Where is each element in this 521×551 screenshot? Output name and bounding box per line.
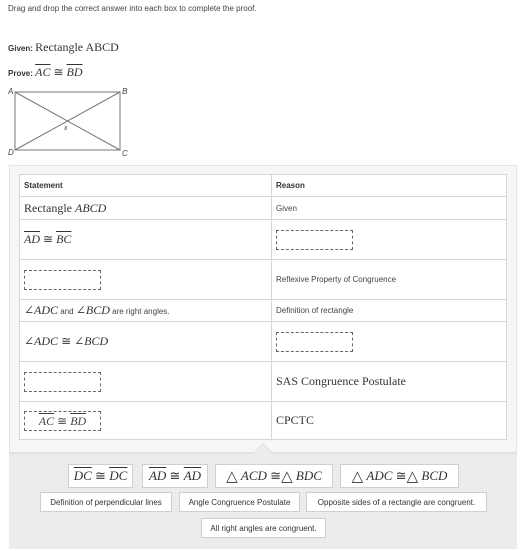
statement-drop-box[interactable] <box>24 372 101 392</box>
congruent-symbol: ≅ <box>43 232 54 246</box>
segment-ad: $\overline{AD}$ <box>148 468 167 483</box>
right-angles-text: are right angles. <box>109 307 170 316</box>
segment-ad: $\overline{AD}$ <box>24 232 40 246</box>
filled-drop-box[interactable] <box>24 411 101 431</box>
reason-text: CPCTC <box>276 413 315 427</box>
reason-cell: Definition of rectangle <box>272 300 507 322</box>
proof-table <box>19 174 507 440</box>
prove-expression <box>35 65 82 79</box>
segment-ac: $\overline{AC}$ <box>35 65 51 79</box>
segment-dc: $\overline{DC}$ <box>73 468 92 483</box>
vertex-c-label: C <box>122 149 128 158</box>
answer-tile-angle-congruence[interactable]: Angle Congruence Postulate <box>179 492 300 512</box>
table-row <box>20 322 507 362</box>
given-label: Given: <box>8 44 33 53</box>
reason-text: SAS Congruence Postulate <box>276 374 406 388</box>
reason-drop-box[interactable] <box>276 230 353 250</box>
answer-tile-adc-bcd[interactable] <box>340 464 459 488</box>
statement-text <box>24 201 106 215</box>
triangle-icon: △ <box>226 468 238 485</box>
triangle-icon: △ <box>281 468 293 485</box>
rectangle-figure <box>4 84 134 160</box>
segment-ad: $\overline{AD}$ <box>183 468 202 483</box>
congruent-symbol: ≅ <box>95 468 106 483</box>
answer-tile-right-angles[interactable]: All right angles are congruent. <box>201 518 326 538</box>
reason-cell <box>272 402 507 440</box>
congruent-symbol: ≅ <box>395 468 407 483</box>
statement-cell <box>20 260 272 300</box>
congruent-symbol: ≅ <box>61 334 72 348</box>
given-expression: Rectangle ABCD <box>35 40 119 54</box>
instructions: Drag and drop the correct answer into each box to complete the proof. <box>8 4 257 13</box>
given-line <box>8 40 119 55</box>
vertex-b-label: B <box>122 87 128 96</box>
reason-cell: Given <box>272 197 507 220</box>
segment-dc: $\overline{DC}$ <box>109 468 128 483</box>
angle-adc: ∠ADC <box>24 334 59 348</box>
answer-tile-dc-dc[interactable] <box>68 464 133 488</box>
prove-line <box>8 65 83 80</box>
triangle-icon: △ <box>406 468 419 485</box>
statement-drop-box[interactable] <box>24 270 101 290</box>
congruent-symbol: ≅ <box>270 468 282 483</box>
statement-cell <box>20 322 272 362</box>
segment-bd: $\overline{BD}$ <box>70 413 87 428</box>
rectangle-diagram <box>4 84 134 160</box>
congruent-symbol: ≅ <box>57 413 68 428</box>
congruent-symbol: ≅ <box>53 65 64 79</box>
table-row <box>20 260 507 300</box>
answer-tile-ad-ad[interactable] <box>142 464 208 488</box>
answer-tile-acd-bdc[interactable] <box>215 464 333 488</box>
triangle-acd: ACD <box>240 468 267 483</box>
and-word: and <box>58 307 76 316</box>
rectangle-word: Rectangle <box>24 200 75 215</box>
table-row <box>20 197 507 220</box>
reason-drop-box[interactable] <box>276 332 353 352</box>
segment-bc: $\overline{BC}$ <box>56 232 72 246</box>
statement-header: Statement <box>20 175 272 197</box>
triangle-bdc: BDC <box>295 468 322 483</box>
prove-label: Prove: <box>8 69 33 78</box>
table-header-row <box>20 175 507 197</box>
segment-bd: $\overline{BD}$ <box>66 65 83 79</box>
angle-adc: ∠ADC <box>24 303 59 317</box>
answer-tile-perpendicular[interactable]: Definition of perpendicular lines <box>40 492 172 512</box>
angle-bcd: ∠BCD <box>74 334 109 348</box>
rectangle-name: ABCD <box>74 200 107 215</box>
statement-text <box>24 232 71 246</box>
statement-text <box>24 334 108 348</box>
statement-cell <box>20 220 272 260</box>
segment-ac: $\overline{AC}$ <box>38 413 55 428</box>
triangle-icon: △ <box>351 468 364 485</box>
statement-cell <box>20 300 272 322</box>
statement-cell <box>20 362 272 402</box>
answer-tile-opposite-sides[interactable]: Opposite sides of a rectangle are congruent. <box>306 492 487 512</box>
congruent-symbol: ≅ <box>169 468 181 483</box>
vertex-d-label: D <box>8 148 14 157</box>
statement-cell <box>20 197 272 220</box>
angle-bcd: ∠BCD <box>75 303 110 317</box>
intersection-label: x <box>64 125 68 132</box>
table-row <box>20 300 507 322</box>
reason-cell: Reflexive Property of Congruence <box>272 260 507 300</box>
table-row <box>20 220 507 260</box>
statement-cell <box>20 402 272 440</box>
reason-cell <box>272 220 507 260</box>
reason-cell <box>272 322 507 362</box>
table-row <box>20 362 507 402</box>
triangle-bcd: BCD <box>421 468 448 483</box>
reason-header: Reason <box>272 175 507 197</box>
table-row <box>20 402 507 440</box>
triangle-adc: ADC <box>366 468 393 483</box>
reason-cell <box>272 362 507 402</box>
vertex-a-label: A <box>8 87 14 96</box>
